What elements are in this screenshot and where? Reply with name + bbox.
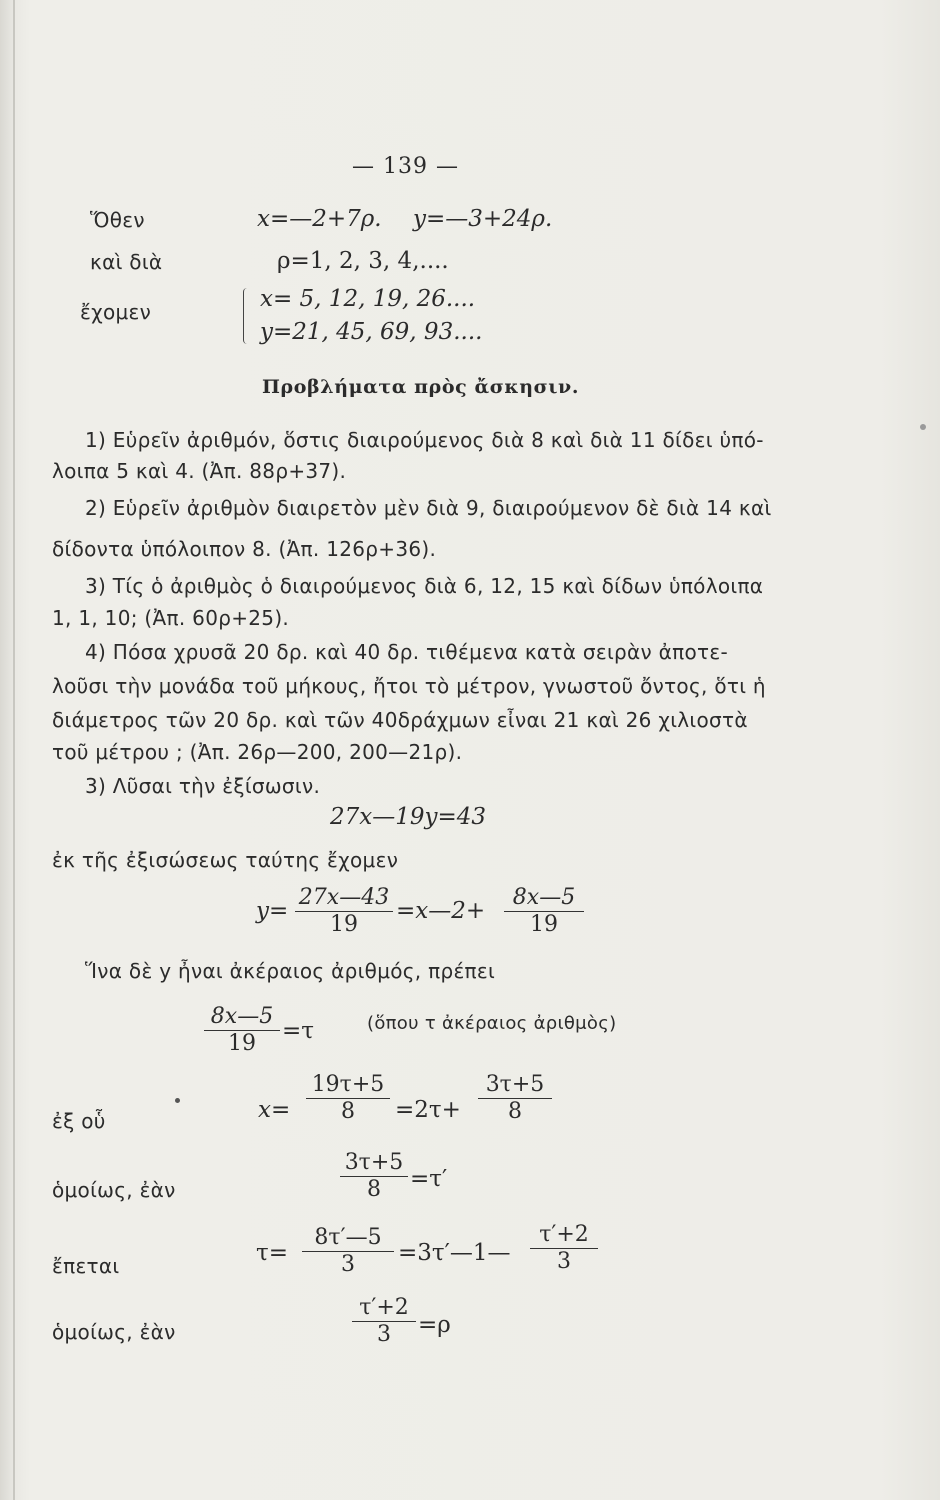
y-lhs: y= (256, 898, 289, 924)
problem-2-line-2: δίδοντα ὑπόλοιπον 8. (Ἀπ. 126ρ+36). (52, 537, 437, 561)
problem-3-line-2: 1, 1, 10; (Ἀπ. 60ρ+25). (52, 606, 290, 630)
fraction-x-1 (306, 1072, 390, 1125)
fraction-tau-2-numerator: τ′+2 (539, 1222, 589, 1247)
problem-5-line-1: 3) Λῦσαι τὴν ἐξίσωσιν. (85, 774, 321, 798)
fraction-tau-prime-numerator: 3τ+5 (344, 1150, 404, 1175)
margin-speck (920, 424, 926, 430)
fraction-tau-def-denominator: 19 (228, 1031, 256, 1056)
y-values-row: y=21, 45, 69, 93.... (260, 319, 483, 345)
problem-2-line-1: 2) Εὑρεῖν ἀριθμὸν διαιρετὸν μὲν διὰ 9, διαιρούμενον δὲ διὰ 14 καὶ (85, 496, 772, 520)
equation-x-general: x=—2+7ρ. (257, 206, 382, 232)
fraction-tau-2-denominator: 3 (557, 1249, 571, 1274)
label-ex-ou: ἐξ οὗ (52, 1109, 106, 1133)
label-epetai: ἔπεται (52, 1254, 120, 1278)
page-number: — 139 — (352, 154, 459, 179)
fraction-x-2 (478, 1072, 552, 1125)
fraction-tau-prime (340, 1150, 408, 1203)
tau-note: (ὅπου τ ἀκέραιος ἀριθμὸς) (367, 1013, 617, 1034)
tau-middle: =3τ′—1— (398, 1240, 511, 1266)
tau-prime-rhs: =τ′ (410, 1166, 448, 1192)
x-values-row: x= 5, 12, 19, 26.... (260, 286, 476, 312)
problem-3-line-1: 3) Τίς ὁ ἀριθμὸς ὁ διαιρούμενος διὰ 6, 12, 15 καὶ δίδων ὑπόλοιπα (85, 574, 764, 598)
x-middle: =2τ+ (395, 1097, 461, 1123)
fraction-x-1-denominator: 8 (341, 1099, 355, 1124)
problem-1-line-2: λοιπα 5 καὶ 4. (Ἀπ. 88ρ+37). (52, 459, 347, 483)
fraction-y-2-denominator: 19 (530, 912, 558, 937)
left-brace (243, 288, 254, 344)
fraction-y-1-denominator: 19 (330, 912, 358, 937)
rho-values-row: ρ=1, 2, 3, 4,.... (277, 248, 449, 274)
fraction-rho (352, 1295, 416, 1348)
problem-4-line-1: 4) Πόσα χρυσᾶ 20 δρ. καὶ 40 δρ. τιθέμενα κατὰ σειρὰν ἀποτε- (85, 640, 728, 664)
rho-rhs: =ρ (418, 1312, 451, 1338)
fraction-y-2 (504, 885, 584, 938)
fraction-rho-denominator: 3 (377, 1322, 391, 1347)
problem-4-line-4: τοῦ μέτρου ; (Ἀπ. 26ρ—200, 200—21ρ). (52, 740, 463, 764)
label-homoios-1: ὁμοίως, ἐὰν (52, 1178, 176, 1202)
y-middle: =x—2+ (396, 898, 486, 924)
section-title: Προβλήματα πρὸς ἄσκησιν. (262, 376, 580, 398)
fraction-x-2-denominator: 8 (508, 1099, 522, 1124)
problem-4-line-3: διάμετρος τῶν 20 δρ. καὶ τῶν 40δράχμων εἶναι 21 καὶ 26 χιλιοστὰ (52, 708, 748, 732)
fraction-tau-1 (302, 1225, 394, 1278)
fraction-rho-numerator: τ′+2 (359, 1295, 409, 1320)
fraction-y-1-numerator: 27x—43 (298, 885, 390, 910)
problem-4-line-2: λοῦσι τὴν μονάδα τοῦ μήκους, ἤτοι τὸ μέτρον, γνωστοῦ ὄντος, ὅτι ἡ (52, 674, 766, 698)
fraction-y-1 (295, 885, 393, 938)
condition-line: Ἵνα δὲ y ἦναι ἀκέραιος ἀριθμός, πρέπει (85, 959, 496, 983)
label-kai-dia: καὶ διὰ (90, 250, 163, 274)
tau-def-rhs: =τ (282, 1018, 314, 1044)
equation-y-general: y=—3+24ρ. (413, 206, 553, 232)
fraction-tau-prime-denominator: 8 (367, 1177, 381, 1202)
fraction-tau-def (204, 1004, 280, 1057)
intro-line: ἐκ τῆς ἐξισώσεως ταύτης ἔχομεν (52, 848, 399, 872)
label-echomen: ἔχομεν (80, 300, 152, 324)
ink-speck (175, 1098, 180, 1103)
fraction-tau-def-numerator: 8x—5 (210, 1004, 274, 1029)
fraction-tau-2 (530, 1222, 598, 1275)
label-homoios-2: ὁμοίως, ἐὰν (52, 1320, 176, 1344)
page-edge-shadow (13, 0, 15, 1500)
fraction-tau-1-denominator: 3 (341, 1252, 355, 1277)
fraction-x-2-numerator: 3τ+5 (485, 1072, 545, 1097)
fraction-x-1-numerator: 19τ+5 (311, 1072, 385, 1097)
label-hothen: Ὅθεν (90, 208, 145, 232)
x-lhs: x= (258, 1097, 291, 1123)
main-equation: 27x—19y=43 (330, 804, 487, 830)
problem-1-line-1: 1) Εὑρεῖν ἀριθμόν, ὅστις διαιρούμενος διὰ 8 καὶ διὰ 11 δίδει ὑπό- (85, 428, 764, 452)
fraction-tau-1-numerator: 8τ′—5 (314, 1225, 382, 1250)
tau-lhs: τ= (256, 1240, 288, 1266)
fraction-y-2-numerator: 8x—5 (512, 885, 576, 910)
